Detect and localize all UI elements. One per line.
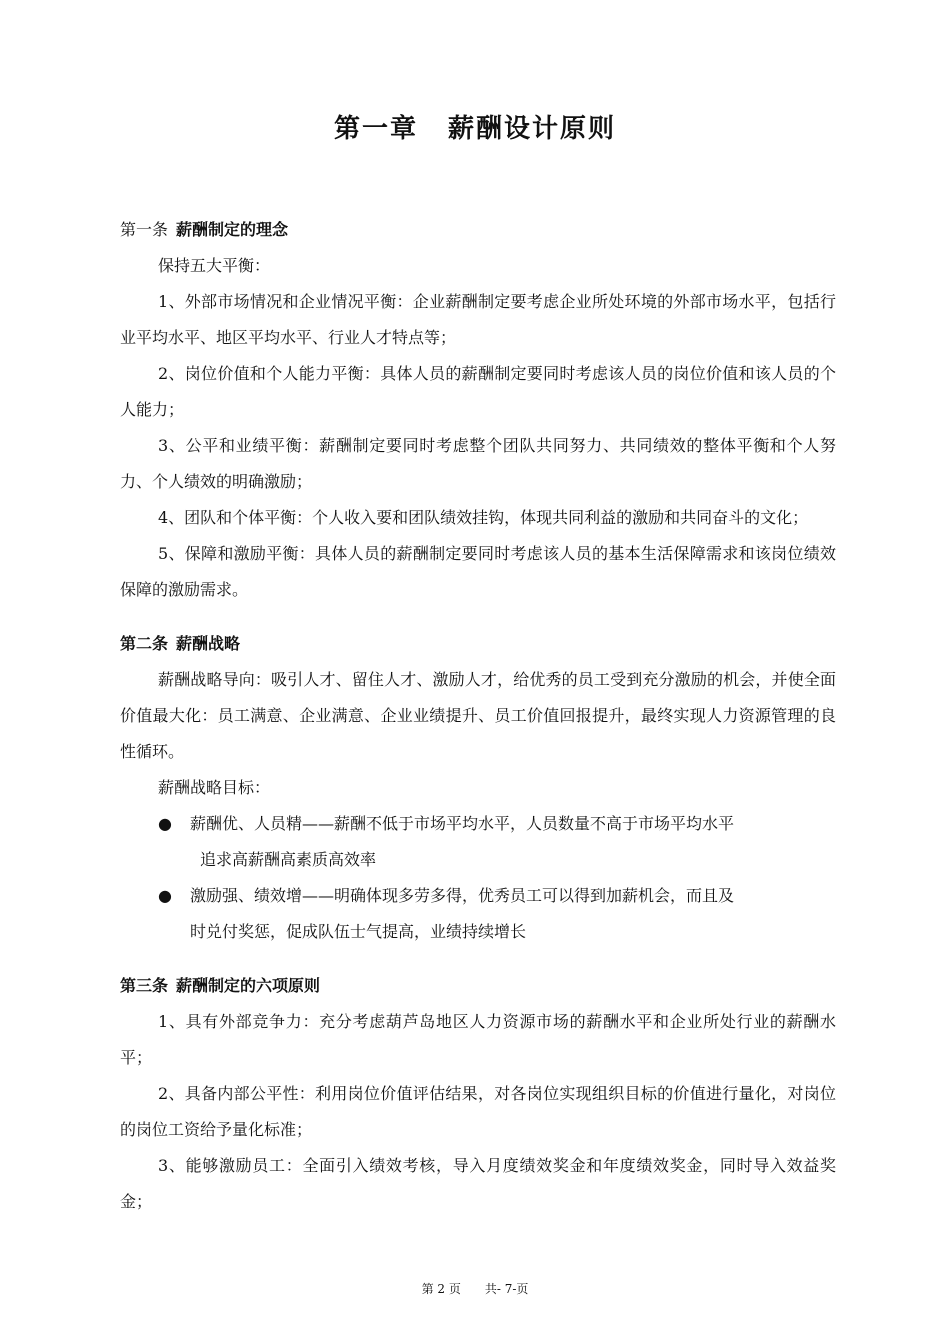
paragraph: 3、能够激励员工：全面引入绩效考核，导入月度绩效奖金和年度绩效奖金，同时导入效益奖金； — [120, 1156, 836, 1211]
section-3 — [120, 968, 836, 1220]
page-total: 共- 7-页 — [484, 1282, 529, 1296]
list-item — [120, 806, 836, 878]
chapter-number: 第一章 — [333, 114, 418, 144]
bullet-text-line: 薪酬优、人员精——薪酬不低于市场平均水平，人员数量不高于市场平均水平 — [190, 814, 735, 833]
chapter-title — [0, 108, 950, 145]
paragraph: 2、具备内部公平性：利用岗位价值评估结果，对各岗位实现组织目标的价值进行量化，对岗位的岗位工资给予量化标准； — [120, 1084, 836, 1139]
section-heading — [120, 212, 836, 248]
bullet-text-line: 激励强、绩效增——明确体现多劳多得，优秀员工可以得到加薪机会，而且及 — [190, 886, 735, 905]
page-number: 第 2 页 — [421, 1282, 461, 1296]
section-heading — [120, 968, 836, 1004]
document-body — [120, 212, 836, 1220]
list-item — [120, 878, 836, 950]
bullet-icon: ● — [158, 886, 172, 905]
paragraph: 薪酬战略目标： — [158, 778, 271, 797]
bullet-icon: ● — [158, 814, 172, 833]
paragraph: 3、公平和业绩平衡：薪酬制定要同时考虑整个团队共同努力、共同绩效的整体平衡和个人努力、个人绩效的明确激励； — [120, 436, 836, 491]
paragraph: 4、团队和个体平衡：个人收入要和团队绩效挂钩，体现共同利益的激励和共同奋斗的文化； — [158, 508, 809, 527]
section-title: 薪酬制定的理念 — [176, 220, 289, 239]
section-number: 第一条 — [120, 220, 169, 239]
section-heading — [120, 626, 836, 662]
section-number: 第三条 — [120, 976, 169, 995]
section-number: 第二条 — [120, 634, 169, 653]
bullet-text-line: 追求高薪酬高素质高效率 — [200, 850, 377, 869]
section-title: 薪酬制定的六项原则 — [176, 976, 321, 995]
paragraph: 2、岗位价值和个人能力平衡：具体人员的薪酬制定要同时考虑该人员的岗位价值和该人员的个人能力； — [120, 364, 836, 419]
section-title: 薪酬战略 — [176, 634, 241, 653]
bullet-list — [120, 806, 836, 950]
paragraph: 1、具有外部竞争力：充分考虑葫芦岛地区人力资源市场的薪酬水平和企业所处行业的薪酬水平； — [120, 1012, 836, 1067]
paragraph: 薪酬战略导向：吸引人才、留住人才、激励人才，给优秀的员工受到充分激励的机会，并使全面价值最大化：员工满意、企业满意、企业业绩提升、员工价值回报提升，最终实现人力资源管理的良性循环。 — [120, 670, 836, 761]
chapter-name: 薪酬设计原则 — [448, 114, 617, 144]
paragraph: 保持五大平衡： — [158, 256, 271, 275]
bullet-text-line: 时兑付奖惩，促成队伍士气提高，业绩持续增长 — [190, 922, 527, 941]
section-2 — [120, 626, 836, 950]
paragraph: 1、外部市场情况和企业情况平衡：企业薪酬制定要考虑企业所处环境的外部市场水平，包括行业平均水平、地区平均水平、行业人才特点等； — [120, 292, 836, 347]
section-1 — [120, 212, 836, 608]
page-footer — [0, 1280, 950, 1297]
paragraph: 5、保障和激励平衡：具体人员的薪酬制定要同时考虑该人员的基本生活保障需求和该岗位绩效保障的激励需求。 — [120, 544, 836, 599]
